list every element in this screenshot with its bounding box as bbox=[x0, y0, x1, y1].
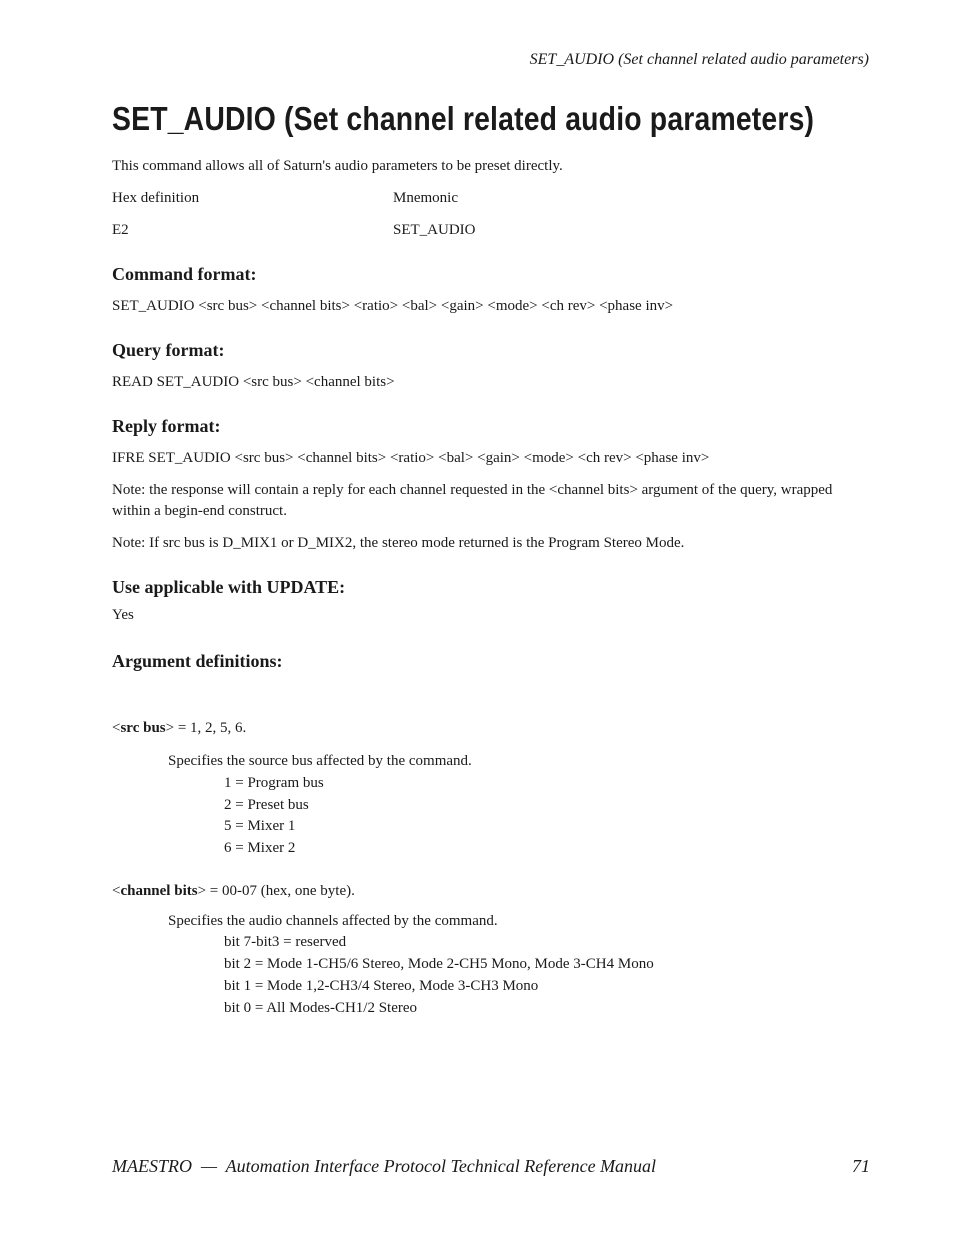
reply-format-heading: Reply format: bbox=[112, 416, 221, 436]
hex-definition-header: Hex definition bbox=[112, 190, 200, 206]
channel-bits-value: bit 2 = Mode 1-CH5/6 Stereo, Mode 2-CH5 Mono, Mode 3-CH4 Mono bbox=[224, 956, 654, 972]
reply-note-2: Note: If src bus is D_MIX1 or D_MIX2, the stereo mode returned is the Program Stereo Mode. bbox=[112, 535, 685, 551]
channel-bits-range: > = 00-07 (hex, one byte). bbox=[197, 883, 355, 899]
footer-manual-title: MAESTRO — Automation Interface Protocol Technical Reference Manual bbox=[112, 1156, 657, 1176]
src-bus-description: Specifies the source bus affected by the command. bbox=[168, 753, 472, 769]
mnemonic-value: SET_AUDIO bbox=[393, 222, 476, 238]
src-bus-range: > = 1, 2, 5, 6. bbox=[165, 720, 247, 736]
update-heading: Use applicable with UPDATE: bbox=[112, 577, 346, 597]
query-format-heading: Query format: bbox=[112, 340, 225, 360]
src-bus-value: 1 = Program bus bbox=[224, 775, 324, 791]
src-bus-value: 2 = Preset bus bbox=[224, 797, 309, 813]
src-bus-definition bbox=[112, 718, 246, 739]
channel-bits-value: bit 0 = All Modes-CH1/2 Stereo bbox=[224, 1000, 418, 1016]
reply-format-text: IFRE SET_AUDIO <src bus> <channel bits> <ratio> <bal> <gain> <mode> <ch rev> <phase inv> bbox=[112, 450, 710, 466]
command-format-text: SET_AUDIO <src bus> <channel bits> <ratio> <bal> <gain> <mode> <ch rev> <phase inv> bbox=[112, 298, 674, 314]
update-value: Yes bbox=[112, 607, 134, 623]
channel-bits-open: < bbox=[112, 883, 121, 899]
mnemonic-header: Mnemonic bbox=[393, 190, 458, 206]
channel-bits-arg-name: channel bits bbox=[120, 883, 198, 899]
argument-definitions-heading: Argument definitions: bbox=[112, 651, 283, 671]
intro-text: This command allows all of Saturn's audio parameters to be preset directly. bbox=[112, 158, 563, 174]
running-header: SET_AUDIO (Set channel related audio parameters) bbox=[529, 51, 869, 68]
channel-bits-description: Specifies the audio channels affected by the command. bbox=[168, 913, 498, 929]
reply-note-1: Note: the response will contain a reply for each channel requested in the <channel bits> argument of the query, wrapped within a begin-end construct. bbox=[112, 482, 833, 519]
footer-page-number: 71 bbox=[852, 1156, 870, 1176]
src-bus-value: 6 = Mixer 2 bbox=[224, 840, 296, 856]
page-title: SET_AUDIO (Set channel related audio parameters) bbox=[112, 100, 815, 137]
query-format-text: READ SET_AUDIO <src bus> <channel bits> bbox=[112, 374, 395, 390]
hex-value: E2 bbox=[112, 222, 129, 238]
channel-bits-value: bit 7-bit3 = reserved bbox=[224, 934, 347, 950]
channel-bits-value: bit 1 = Mode 1,2-CH3/4 Stereo, Mode 3-CH3 Mono bbox=[224, 978, 539, 994]
channel-bits-definition bbox=[112, 881, 355, 902]
src-bus-arg-name: src bus bbox=[120, 720, 166, 736]
src-bus-value: 5 = Mixer 1 bbox=[224, 818, 296, 834]
src-bus-open: < bbox=[112, 720, 121, 736]
page-footer bbox=[112, 1156, 870, 1177]
command-format-heading: Command format: bbox=[112, 264, 257, 284]
